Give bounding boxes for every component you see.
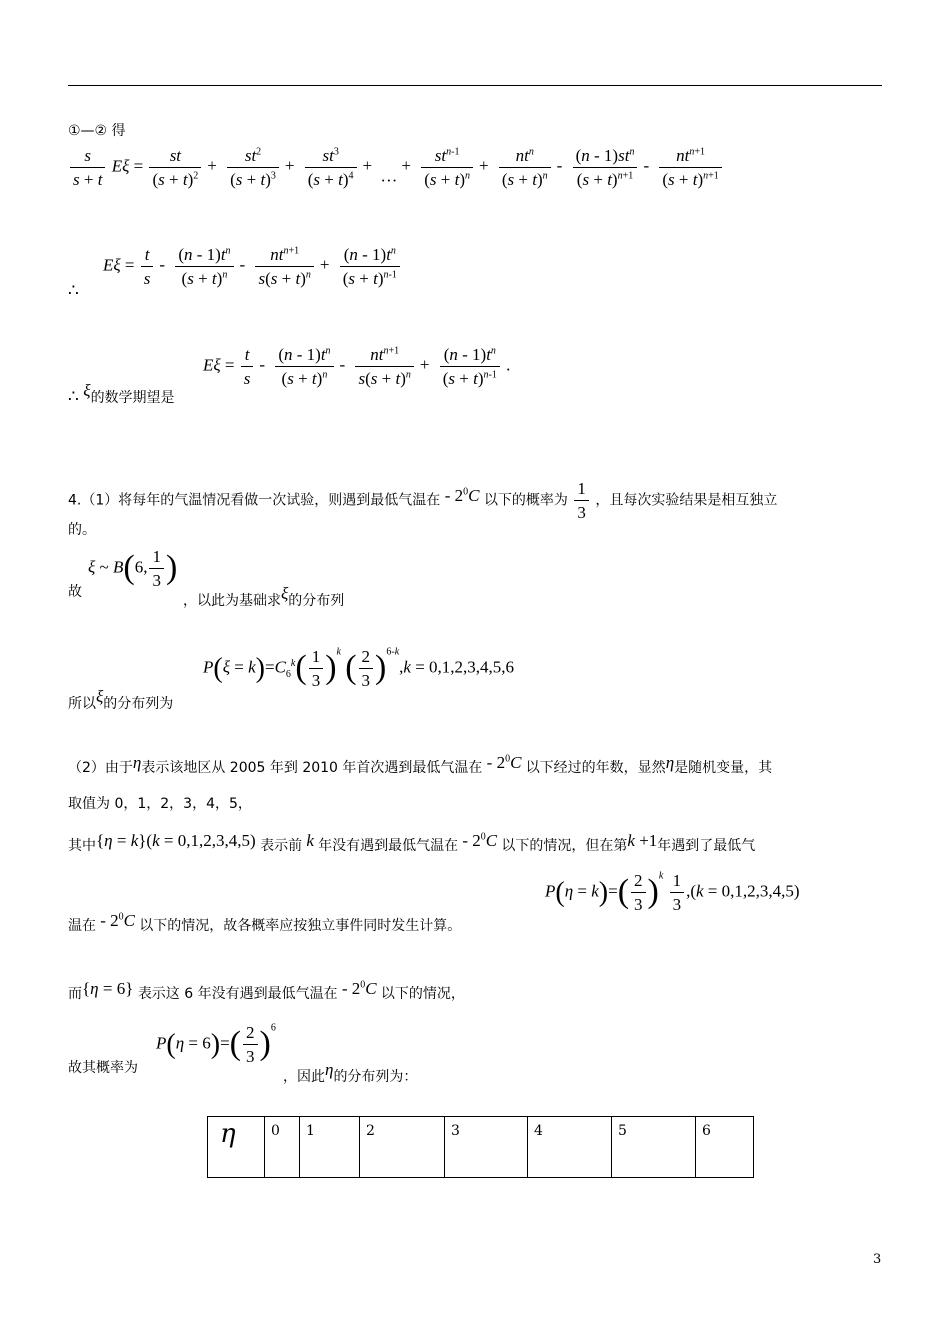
table-cell: 4 — [528, 1117, 612, 1178]
binomial-expression: ξ ~ B(6, $\frac{1}{3}$ ) — [88, 547, 178, 590]
q4-2-text-a: （2）由于 — [68, 760, 133, 776]
header-rule — [68, 85, 882, 86]
hence-dist-text: ，因此 — [283, 1069, 325, 1085]
distribution-text: 的分布列 — [288, 593, 345, 609]
situation-text: 以下的情况， — [380, 986, 465, 1002]
equation-p-eta-6: P(η = 6)=( $\frac{2}{3}$ )$^6$ — [156, 1022, 276, 1066]
q4-2-line2: 取值为 0，1，2，3，4，5， — [68, 796, 252, 812]
therefore-symbol-2: ∴ — [68, 387, 79, 406]
q4-2-text-b: 表示该地区从 2005 年到 2010 年首次遇到最低气温在 — [141, 760, 483, 776]
equation-expectation-1: Eξ = $\frac{t}{s}$ - $\frac{(n - 1)t^n}{(s + t)^n}$ - $\frac{nt^{n+1}}{s(s + t)^n}$ + $\frac{(n - 1)t^n}{(s + t)^{n-1}}$ — [103, 246, 402, 287]
table-row — [208, 1117, 754, 1178]
therefore-symbol-1: ∴ — [68, 281, 79, 300]
table-cell: 1 — [300, 1117, 360, 1178]
prob-is-label: 故其概率为 — [68, 1060, 138, 1076]
q4-line1-end: ，且每次实验结果是相互独立 — [595, 492, 778, 509]
met-lowest-text: 年遇到了最低气 — [657, 838, 756, 854]
indep-text: 以下的情况，故各概率应按独立事件同时发生计算。 — [139, 918, 462, 934]
temp-at-text: 温在 — [68, 918, 96, 934]
table-header-cell: η — [208, 1117, 265, 1178]
q4-2-text-d: 是随机变量，其 — [674, 760, 773, 776]
hence-line: ，因此η的分布列为： — [283, 1060, 418, 1085]
page-number: 3 — [873, 1252, 882, 1267]
conclusion-prefix: 的数学期望是 — [90, 390, 175, 406]
table-cell: 2 — [360, 1117, 445, 1178]
q4-line1 — [68, 480, 777, 521]
table-cell: 6 — [696, 1117, 754, 1178]
but-in-year-text: 以下的情况，但在第 — [501, 838, 628, 854]
distribution-table — [207, 1116, 754, 1178]
dist-is-text: 的分布列为： — [333, 1069, 418, 1085]
equation-expectation-2: Eξ = $\frac{t}{s}$ - $\frac{(n - 1)t^n}{(s + t)^n}$ - $\frac{nt^{n+1}}{s(s + t)^n}$ + $\frac{(n - 1)t^n}{(s + t)^{n-1}}$ . — [203, 345, 511, 388]
years-not-met-text: 年没有遇到最低气温在 — [318, 838, 459, 854]
q4-2-line1: （2）由于η表示该地区从 2005 年到 2010 年首次遇到最低气温在 - $2^0C$ 以下经过的年数，显然η是随机变量，其 — [68, 753, 773, 776]
fraction-one-third: $\frac{1}{3}$ — [574, 480, 589, 521]
q4-line1-mid: 以下的概率为 — [483, 492, 568, 509]
qizhong-text: 其中 — [68, 838, 96, 854]
basis-text: ，以此为基础求 — [183, 593, 281, 609]
qizhong-line: 其中{η = k}(k = 0,1,2,3,4,5) 表示前 k 年没有遇到最低气温在 - $2^0C$ 以下的情况，但在第k +1年遇到了最低气 — [68, 831, 756, 854]
distribution-is-text: 的分布列为 — [103, 696, 174, 712]
q4-line1-text: 4.（1）将每年的气温情况看做一次试验，则遇到最低气温在 — [68, 492, 441, 509]
temp-line: 温在 - $2^0C$ 以下的情况，故各概率应按独立事件同时发生计算。 — [68, 911, 462, 934]
basis-line: ，以此为基础求ξ的分布列 — [183, 584, 345, 609]
conclusion-line — [68, 382, 175, 405]
equation-pmf-eta: P(η = k)=( $\frac{2}{3}$ )$^k$ $\frac{1}{3}$ ,(k = 0,1,2,3,4,5) — [545, 870, 800, 914]
equation-expectation-series: $\frac{s}{s + t}$ Eξ = $\frac{st}{(s + t)^2}$ + $\frac{st^2}{(s + t)^3}$ + $\frac{st^3}{(s + t)^4}$ + …+ $\frac{st^{n-1}}{(s + t)^n}$ + $\frac{nt^n}{(s + t)^n}$ - $\frac{(n - 1)st^n}{(s + t)^{n+1}}$ - $\frac{nt^{n+1}}{(s + t)^{n+1}}$ — [68, 147, 724, 188]
represents-first-text: 表示前 — [260, 838, 303, 854]
q4-2-text-c: 以下经过的年数，显然 — [525, 760, 666, 776]
temp-minus2c: - $2^0C$ — [444, 485, 480, 505]
xi-symbol: ξ — [83, 381, 91, 400]
gu-label: 故 — [68, 584, 82, 600]
equation-pmf-xi: $P(\xi = k)=C_6^k$( $\frac{1}{3}$ )$^k$ ( $\frac{2}{3}$ )$^{6-k}$,k = 0,1,2,3,4,5,6 — [203, 646, 515, 690]
table-cell: 3 — [445, 1117, 528, 1178]
table-cell: 5 — [612, 1117, 696, 1178]
six-years-text: 表示这 6 年没有遇到最低气温在 — [137, 986, 338, 1002]
er-text: 而 — [68, 986, 82, 1002]
table-cell: 0 — [265, 1117, 300, 1178]
suoyi-text: 所以 — [68, 696, 96, 712]
q4-line2: 的。 — [68, 522, 96, 538]
suoyi-line: 所以ξ的分布列为 — [68, 687, 174, 712]
er-line: 而{η = 6} 表示这 6 年没有遇到最低气温在 - $2^0C$ 以下的情况， — [68, 979, 465, 1002]
subtraction-intro: ①—② 得 — [68, 123, 126, 139]
